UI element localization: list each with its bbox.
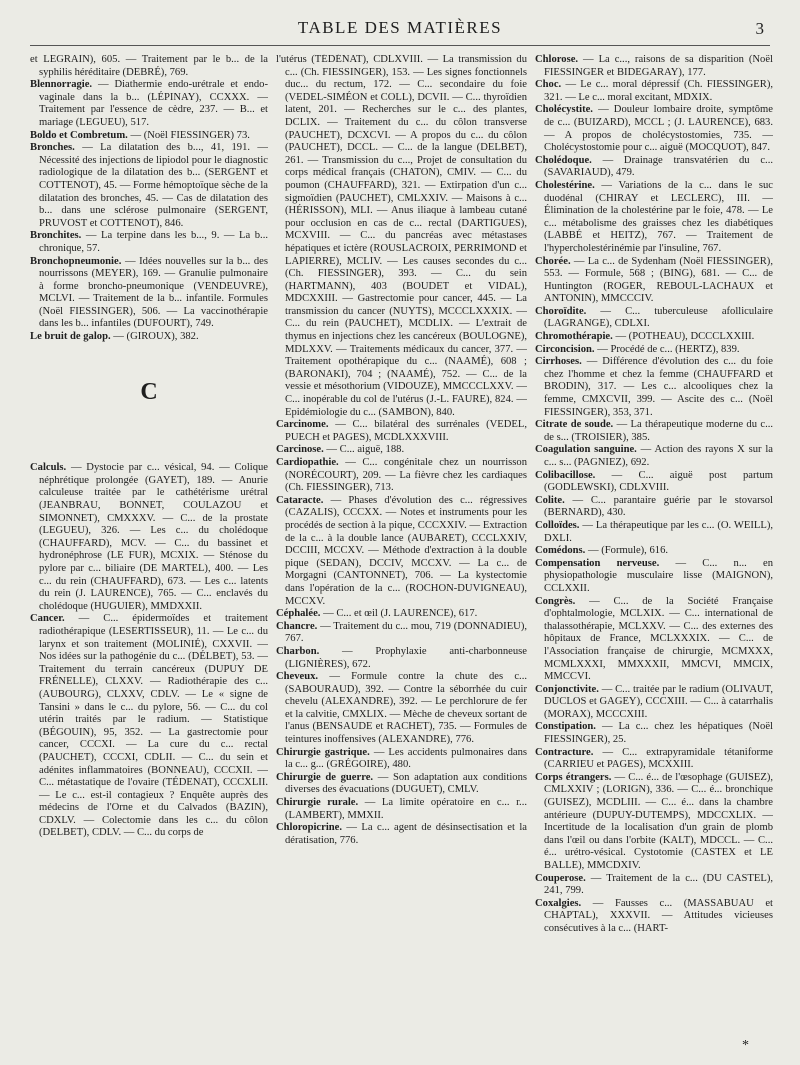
index-entry [276, 444, 527, 457]
index-entry [276, 671, 527, 747]
entry-heading: Colite. [535, 494, 565, 506]
entry-text: — Douleur lombaire droite, symptôme de c... (BUIZARD), MCCL ; (J. LAURENCE), 683. — A propos de cholécystostomies, 735. — Cholécystostomie pour c... aiguë (MOCQUOT), 847. [544, 104, 773, 154]
entry-text: — La c... agent de désinsectisation et la dératisation, 776. [285, 822, 527, 846]
index-entry [535, 444, 773, 469]
index-entry [535, 721, 773, 746]
index-entry [535, 256, 773, 306]
entry-heading: Cholédoque. [535, 154, 592, 166]
entry-text: — Traitement du c... mou, 719 (DONNADIEU), 767. [285, 620, 527, 645]
entry-text: — La limite opératoire en c... r... (LAMBERT), MMXII. [285, 797, 527, 821]
entry-heading: Chancre. [276, 620, 318, 632]
entry-text: — Prophylaxie anti-charbonneuse (LIGNIÈRES), 672. [285, 645, 527, 670]
index-entry [535, 79, 773, 104]
entry-text: — (POTHEAU), DCCCLXXIII. [615, 331, 755, 343]
index-entry [276, 822, 527, 847]
entry-heading: Chromothérapie. [535, 331, 613, 343]
entry-text: — C... traitée par le radium (OLIVAUT, DUCLOS et GAGEY), CCCXIII. — C... à catarrhalis (MORAX), MCCCXIII. [544, 683, 773, 720]
entry-heading: Blennorragie. [30, 79, 93, 91]
index-entry [535, 772, 773, 873]
entry-heading: Compensation nerveuse. [535, 557, 660, 569]
index-entry [276, 54, 527, 419]
entry-heading: Constipation. [535, 721, 596, 733]
entry-text: — Procédé de c... (HERTZ), 839. [597, 343, 740, 355]
entry-heading: Céphalée. [276, 608, 321, 620]
entry-heading: Colloïdes. [535, 519, 580, 531]
entry-text: — La c... chez les hépatiques (Noël FIESSINGER), 25. [544, 721, 773, 746]
index-entry [535, 545, 773, 558]
entry-heading: Coxalgies. [535, 897, 582, 909]
index-entry [276, 747, 527, 772]
entry-text: et LEGRAIN), 605. — Traitement par le b... de la syphilis héréditaire (DEBRÉ), 769. [30, 54, 268, 78]
entry-heading: Congrès. [535, 595, 576, 607]
index-entry [30, 142, 268, 230]
index-entry [276, 608, 527, 621]
index-entry [276, 797, 527, 822]
index-entry [535, 331, 773, 344]
entry-text: — C... congénitale chez un nourrisson (NORÉCOURT), 209. — La fièvre chez les cardiaques (Ch. FIESSINGER), 713. [285, 457, 527, 494]
entry-heading: Boldo et Combretum. [30, 129, 128, 141]
entry-text: — La terpine dans les b..., 9. — La b... chronique, 57. [39, 230, 268, 254]
index-entry [30, 256, 268, 332]
entry-text: — (Formule), 616. [587, 545, 669, 557]
entry-heading: Chlorose. [535, 54, 579, 65]
entry-heading: Chorée. [535, 255, 571, 267]
entry-heading: Choroïdite. [535, 305, 587, 317]
entry-text: — (GIROUX), 382. [113, 331, 199, 343]
entry-text: — C... é... de l'œsophage (GUISEZ), CMLXXIV ; (LORIGN), 336. — C... é... bronchique (GUISEZ), MCDLIII. — C... é... dans la chambre antérieure (DUPUY-DUTEMPS), MDCCXLIX. — Incertitude de la localisation d'un grain de plomb dans l'œil ou dans l'orbite (KALT), MDCCL. — C... é... urétro-vésical. Cystotomie (CASTEX et LE BALLE), MMCDXIV. [544, 771, 773, 871]
entry-text: — Action des rayons X sur la c... s... (PAGNIEZ), 692. [544, 444, 773, 468]
index-entry [535, 495, 773, 520]
index-entry [30, 130, 268, 143]
asterisk-mark: * [742, 1038, 749, 1053]
entry-text: — Diathermie endo-urétrale et endo-vaginale dans la b... (LÉPINAY), CCXXX. — Traitement par l'essence de cèdre, 237. — B... et mariage (LEGUEU), 517. [39, 79, 268, 128]
index-column-1 [30, 54, 268, 1057]
entry-text: — C... aiguë post partum (GODLEWSKI), CDLXVIII. [544, 469, 773, 494]
entry-text: — Formule contre la chute des c... (SABOURAUD), 392. — Contre la séborrhée du cuir chevelu (ALEXANDRE), 392. — Le perchlorure de fer et la calvitie, CMXLIX. — Mèche de cheveux sortant de l'anus (BENSAUDE et RACHET), 735. — Formules de teintures inoffensives (ALEXANDRE), 776. [285, 671, 527, 746]
entry-heading: Charbon. [276, 645, 320, 657]
index-entry [276, 646, 527, 671]
index-entry [535, 344, 773, 357]
index-entry [276, 621, 527, 646]
index-entry [30, 331, 268, 344]
entry-text: — La c... de Sydenham (Noël FIESSINGER), 553. — Formule, 568 ; (BING), 681. — C... de Huntington (ROGER, REBOUL-LACHAUX et ANTONIN), MMCCCIV. [544, 255, 773, 305]
index-entry [30, 230, 268, 255]
entry-text: — La dilatation des b..., 41, 191. — Nécessité des injections de lipiodol pour le diagnostic radiologique de la dilatation des b... (SERGENT et COTTENOT), 45. — Forme hémoptoïque sèche de la dilatation des bronches, 45. — Cas de dilatation des b... dans une sclérose pulmonaire (SERGENT, PRUVOST et COTTENOT), 846. [39, 142, 268, 229]
index-entry [276, 457, 527, 495]
page-header [0, 0, 800, 52]
entry-heading: Citrate de soude. [535, 419, 614, 431]
index-entry [535, 419, 773, 444]
index-entry [276, 772, 527, 797]
page-number: 3 [755, 19, 764, 38]
entry-heading: Cheveux. [276, 671, 319, 683]
entry-heading: Coagulation sanguine. [535, 444, 637, 456]
index-entry [535, 596, 773, 684]
entry-text: — C... extrapyramidale tétaniforme (CARRIEU et PAGES), MCXXIII. [544, 746, 773, 771]
entry-heading: Carcinose. [276, 444, 324, 456]
index-entry [30, 462, 268, 613]
index-entry [535, 873, 773, 898]
entry-text: — C... aiguë, 188. [326, 444, 405, 456]
index-entry [535, 520, 773, 545]
entry-heading: Cataracte. [276, 494, 324, 506]
entry-heading: Bronchopneumonie. [30, 255, 122, 267]
index-column-3 [535, 54, 773, 1057]
entry-text: — C... bilatéral des surrénales (VEDEL, PUECH et PAGES), MCDLXXXVIII. [285, 419, 527, 443]
entry-heading: Choc. [535, 79, 562, 91]
index-entry [30, 613, 268, 840]
page-title: TABLE DES MATIÈRES [297, 18, 503, 37]
entry-text: — C... de la Société Française d'ophtalmologie, MCLXIX. — C... international de thalassothérapie, MCLXXV. — C... des externes des hôpitaux de France, MCLXXXIX. — C... de l'Association française de chirurgie, MCMXXX, MCMLXXXI, MMXXXII, MMCVI, MMCIX, MMCCVI. [544, 595, 773, 683]
index-column-2 [276, 54, 527, 1057]
entry-heading: Couperose. [535, 872, 586, 884]
entry-text: — Traitement de la c... (DU CASTEL), 241, 799. [544, 872, 773, 897]
entry-heading: Colibacillose. [535, 469, 596, 481]
index-entry [535, 470, 773, 495]
index-entry [30, 79, 268, 129]
entry-heading: Le bruit de galop. [30, 331, 111, 343]
header-rule [30, 45, 770, 46]
entry-text: — Phases d'évolution des c... régressives (CAZALIS), CCCXX. — Notes et instruments pour les procédés de section à la pique, CCCXXIV. — Extraction de la c... à la double lance (AUBARET), CCCLXXIV, DCCIII, MCCXV. — Méthode d'extraction à la double pique (SEDAN), DCCIV, MCCXV. — La c... de Morgagni (CANTONNET), 706. — La kystectomie dans l'opération de la c... (ROCHON-DUVIGNEAU), MCCXV. [285, 494, 527, 607]
index-entry [535, 747, 773, 772]
index-entry [535, 356, 773, 419]
entry-heading: Chirurgie de guerre. [276, 771, 374, 783]
entry-text: — Fausses c... (MASSABUAU et CHAPTAL), XXXVII. — Attitudes vicieuses consécutives à la c... (HART- [544, 897, 773, 934]
entry-text: — La thérapeutique moderne du c... de s... (TROISIER), 385. [544, 419, 773, 443]
entry-heading: Circoncision. [535, 343, 595, 355]
entry-text: l'utérus (TÉDÉNAT), CDLXVIII. — La transmission du c... (Ch. FIESSINGER), 153. — Les signes fonctionnels duc... du rectum, 172. — C... secondaire du foie (VEDEL-SIMÉON et COLL), DCVII. — C... thyroïdien latent, 201. — Recherches sur le c... des plantes, DCLIX. — Traitement du c... du côlon transverse (PAUCHET), DCXCVI. — A propos du c... du côlon (PAUCHET), DCCL. — C... de la langue (DELBET), 261. — Transmission du c..., Projet de consultation du corps médical français (CHATON), CMIV. — C... du poumon (CHAUFFARD), 321. — Extirpation d'un c... sigmoïdien (PAUCHET), CMLXXIV. — Maisons à c... (HÉRISSON), MLI. — Anus iliaque à lambeau cutané pour occlusion en cas de c... rectal (DARTIGUES), MCXVIII. — C... du pancréas avec métastases hépatiques et ictère (ROUSLACROIX, PERRIMOND et LAPIERRE), MCLIV. — Les causes secondes du c... (Ch. FIESSINGER), 393. — C... du sein (HARTMANN), 403 (BOUDET et VIDAL), MDCXXIII. — Gastrectomie pour cancer, 445. — La transmission du cancer (NUYTS), MCCCLXXXIX. — C... du rein (PAUCHET), MCDLIX. — L'extrait de thymus en injections chez les cancéreux (BOULOGNE), MDLXXV. — Traitements médicaux du cancer, 377. — Traitement opothérapique du c... (NAAMÉ), 608 ; (BARONAKI), 704 ; (NAAMÉ), 752. — C... de la vessie et mésothorium (VIDOUZE), MMCCCLXXV. — C... inopérable du col de l'utérus (J.-L. FAURE), 824. — Epidémiologie du c... (SAMBON), 840. [276, 54, 527, 418]
entry-text: — La thérapeutique par les c... (O. WEILL), DXLI. [544, 519, 773, 544]
entry-heading: Cholestérine. [535, 179, 595, 191]
entry-text: — C... parantaire guérie par le stovarsol (BERNARD), 430. [544, 494, 773, 519]
entry-heading: Chirurgie rurale. [276, 797, 359, 809]
entry-text: — La c..., raisons de sa disparition (Noël FIESSINGER et BIDEGARAY), 177. [544, 54, 773, 78]
entry-text: — Différence d'évolution des c... du foie chez l'homme et chez la femme (CHAUFFARD et BRODIN), 317. — Les c... alcooliques chez la femme, CMXCVII, 399. — Ascite des c... (Noël FIESSINGER), 353, 371. [544, 356, 773, 418]
entry-text: — (Noël FIESSINGER) 73. [130, 129, 250, 141]
index-entry [30, 54, 268, 79]
entry-text: — Les accidents pulmonaires dans la c... g... (GRÉGOIRE), 480. [285, 746, 527, 771]
entry-heading: Bronchites. [30, 230, 82, 242]
entry-heading: Contracture. [535, 746, 594, 758]
entry-heading: Cirrhoses. [535, 356, 582, 368]
index-entry [535, 684, 773, 722]
entry-text: — C... n... en physiopathologie musculaire lisse (MAIGNON), CCLXXII. [544, 557, 773, 594]
entry-heading: Chirurgie gastrique. [276, 746, 370, 758]
section-letter: C [140, 378, 158, 405]
entry-heading: Conjonctivite. [535, 683, 599, 695]
entry-heading: Calculs. [30, 462, 67, 474]
index-entry [535, 155, 773, 180]
entry-text: — Son adaptation aux conditions diverses des évacuations (DUGUET), CMLV. [285, 771, 527, 796]
index-entry [276, 419, 527, 444]
entry-text: — Drainage transvatérien du c... (SAVARIAUD), 479. [544, 154, 773, 179]
entry-text: — Idées nouvelles sur la b... des nourrissons (MEYER), 169. — Granulie pulmonaire à forme broncho-pneumonique (VENDEUVRE), MCLVI. — Traitement de la b... infantile. Formules (Noël FIESSINGER), 506. — La vaccinothérapie dans les b... infantiles (DUFOURT), 749. [39, 255, 268, 330]
entry-text: — C... tuberculeuse afolliculaire (LAGRANGE), CDLXI. [544, 305, 773, 330]
index-entry [535, 306, 773, 331]
index-entry [535, 558, 773, 596]
entry-heading: Corps étrangers. [535, 771, 612, 783]
entry-text: — Variations de la c... dans le suc duodénal (CHIRAY et LECLERC), III. — Élimination de la cholestérine par le foie, 478. — Le c... métabolisme des graisses chez les diabétiques (LABBÉ et HEITZ), 767. — Traitement de l'hypercholestérinémie par l'insuline, 767. [544, 179, 773, 254]
entry-text: — Le c... moral dépressif (Ch. FIESSINGER), 321. — Le c... moral excitant, MDXIX. [544, 79, 773, 103]
entry-text: — C... et œil (J. LAURENCE), 617. [323, 608, 478, 620]
index-entry [535, 180, 773, 256]
index-entry [535, 54, 773, 79]
index-entry [276, 495, 527, 608]
entry-text: — Dystocie par c... vésical, 94. — Colique néphrétique prolongée (GAYET), 189. — Anurie calculeuse traitée par le cathétérisme urétral (JEANBRAU, BONNET, COULAZOU et SIMONNET), CMXXXV. — C... de la prostate (LEGUEU), 326. — Les c... du cholédoque (CHAUFFARD), MCV. — C... du bassinet et hydronéphrose (LE FUR), MCXIX. — Sténose du pylore par c... biliaire (DE MARTEL), 400. — Les c... du rein (CHAUFFARD), 673. — Les c... latents du rein (J. LAURENCE), 765. — C... enclavés du cholédoque (HUGUIER), MMDXXII. [39, 462, 268, 612]
index-entry [535, 898, 773, 936]
entry-heading: Comédons. [535, 545, 586, 557]
entry-heading: Cardiopathie. [276, 457, 339, 468]
index-entry [535, 104, 773, 154]
entry-text: — C... épidermoïdes et traitement radiothérapique (LESERTISSEUR), 11. — Le c... du larynx et son traitement (MOLINIÉ), CXXVII. — Nos idées sur la pathogénie du c... (DÉLBET), 53. — Traitement du terrain cancéreux (DUPUY DE FRÉNELLE), CLXXV. — Radiothérapie des c... (AUBOURG), CLXXV, CDLV. — Le « signe de Tansini » dans le c... du pylore, 56. — C... du col utérin traités par le radium. — Statistique (BÉGOUIN), 95, 352. — La gastrectomie pour cancer, CCCXI. — La cure du c... rectal (PAUCHET), CCCXI, CDLII. — C... du sein et adénites inflammatoires (BONNEAU), CCCXII. — C... métastatique de l'ovaire (TÉDENAT), CCCXLII. — Le c... est-il contagieux ? Enquête auprès des médecins de l'Orne et du Calvados (BAZIN), CDXLV. — Colectomie dans les c... du côlon (DELBET), CDLV. — C... du corps de [39, 613, 268, 839]
entry-heading: Carcinome. [276, 419, 329, 431]
entry-heading: Chloropicrine. [276, 822, 343, 834]
entry-heading: Cancer. [30, 613, 65, 625]
entry-heading: Cholécystite. [535, 104, 593, 116]
entry-heading: Bronches. [30, 142, 75, 154]
